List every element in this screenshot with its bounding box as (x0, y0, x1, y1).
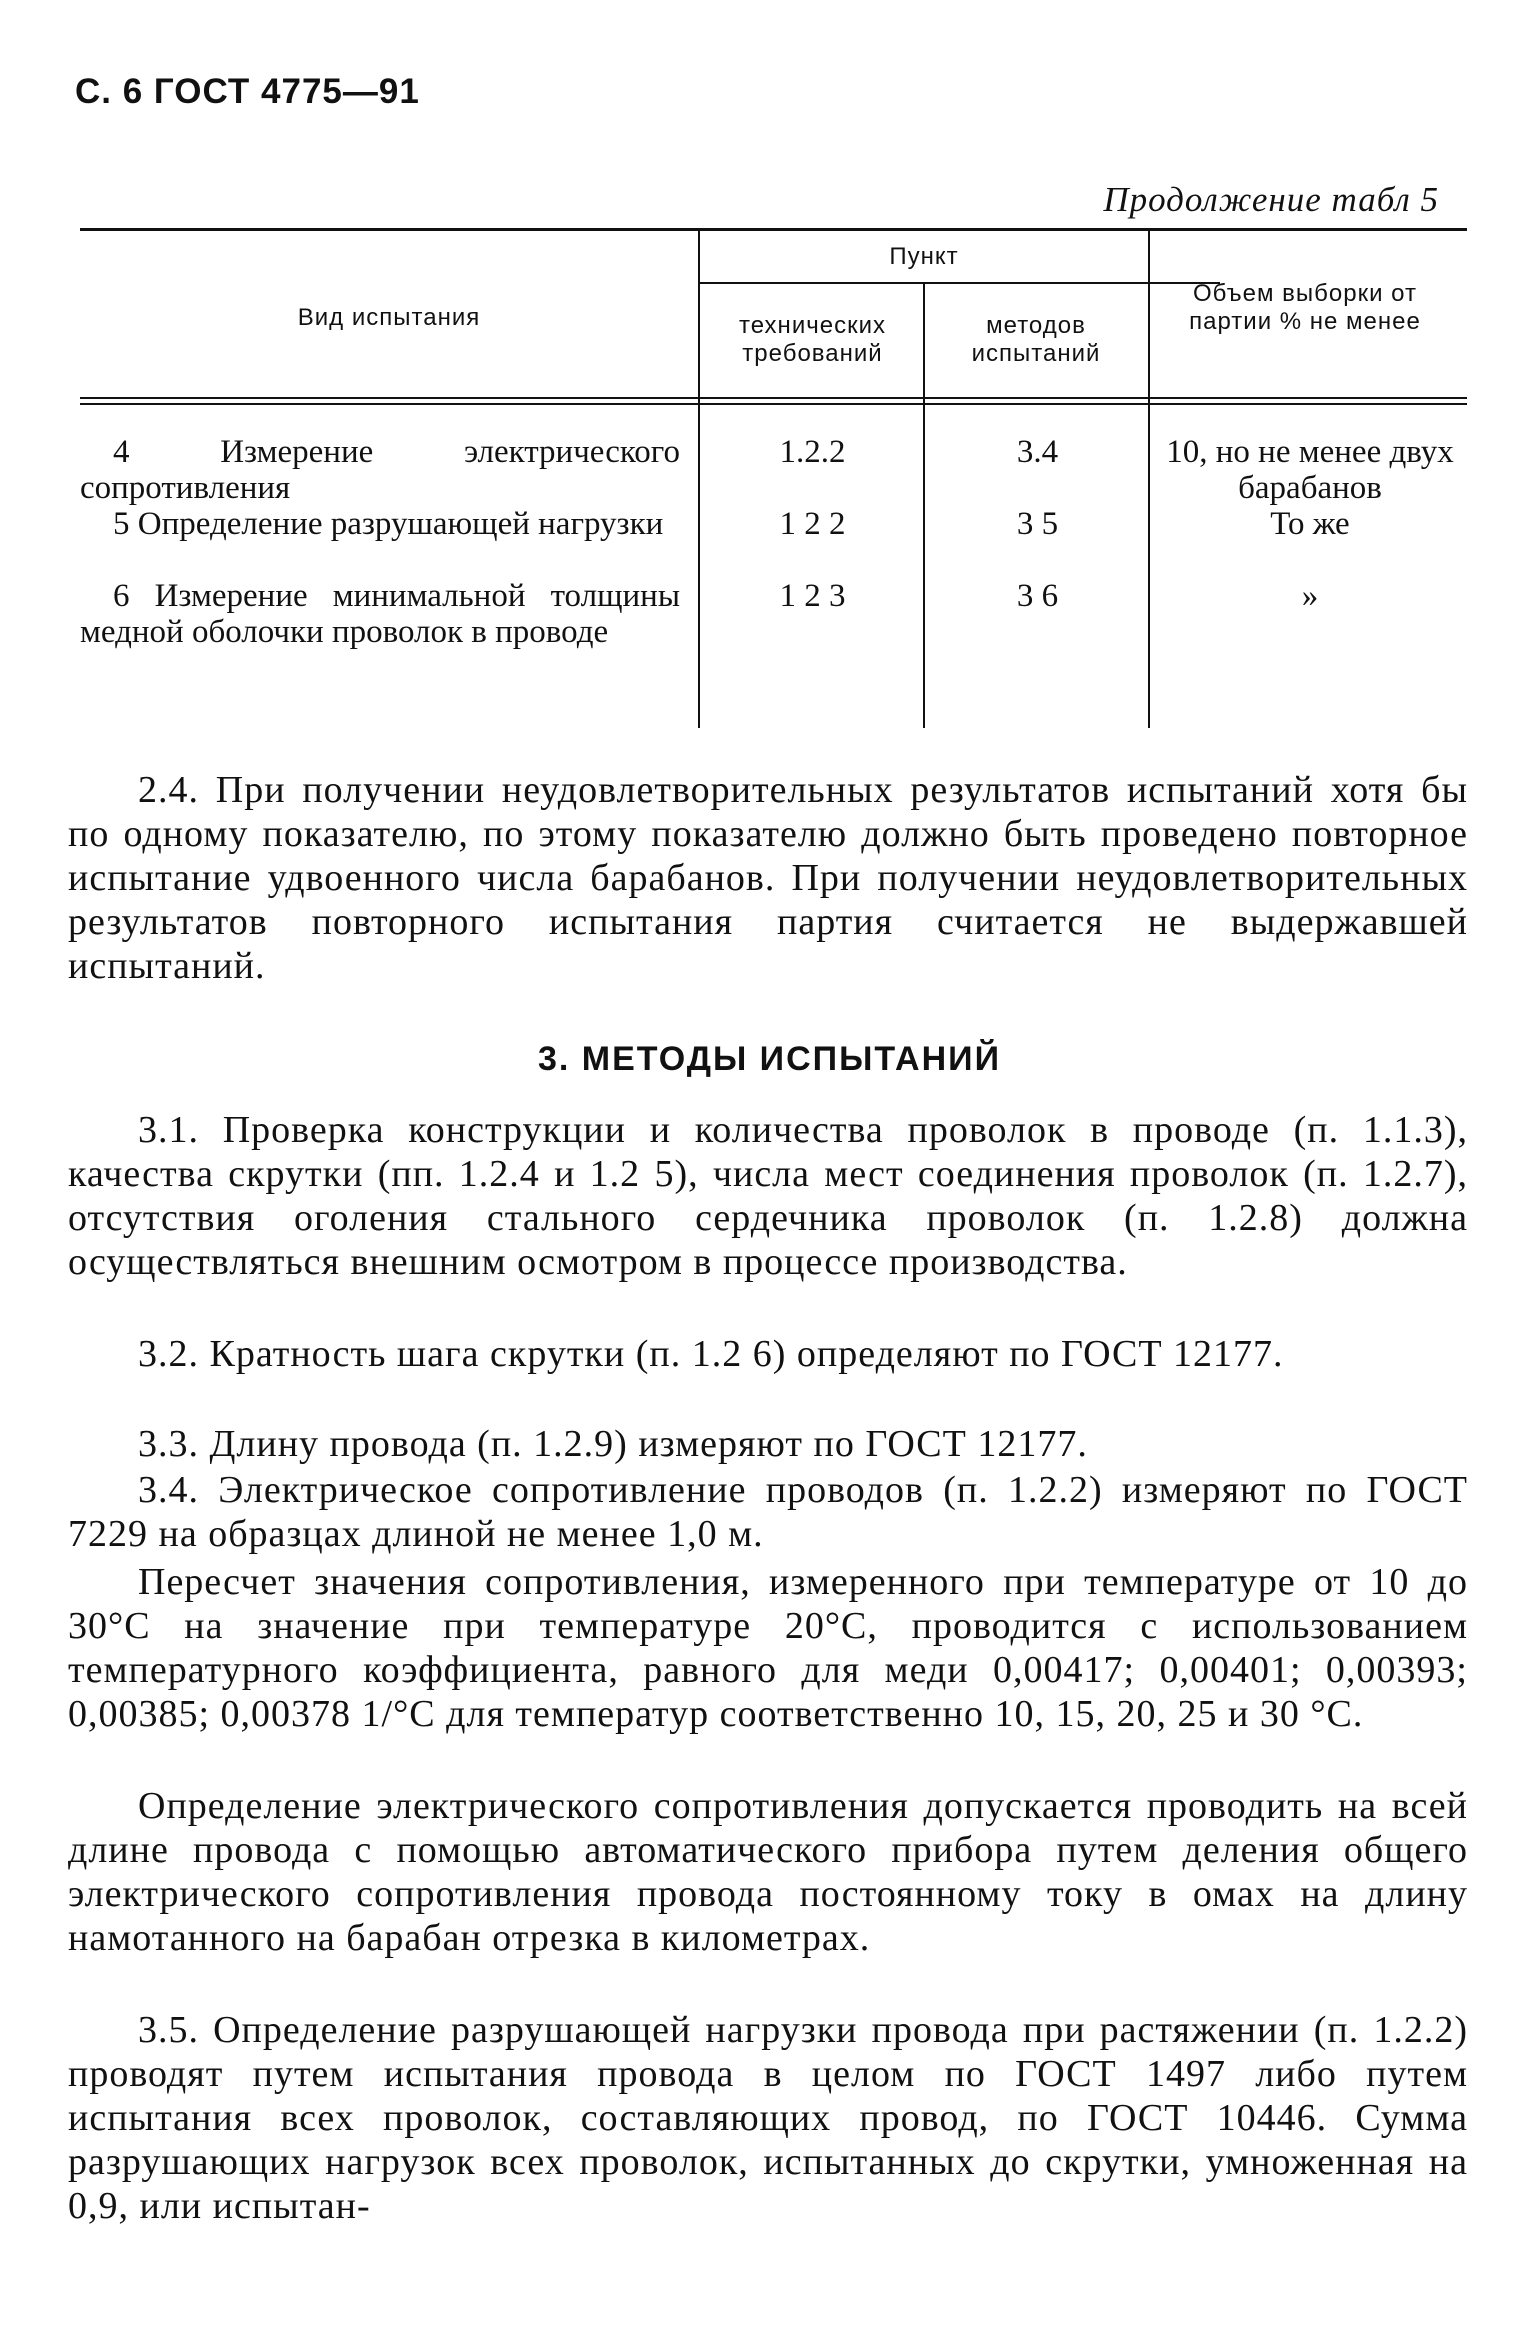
section-title: 3. МЕТОДЫ ИСПЫТАНИЙ (538, 1040, 1001, 1078)
row-5-sample: То же (1270, 506, 1350, 542)
header-test-type: Вид испытания (297, 304, 481, 331)
row-5-tech: 1 2 2 (779, 506, 846, 542)
row-4-method: 3.4 (1016, 434, 1059, 470)
paragraph-3-3: 3.3. Длину провода (п. 1.2.9) измеряют по ГОСТ 12177. (138, 1423, 1088, 1465)
table-continuation-label: Продолжение табл 5 (1103, 180, 1439, 219)
row-5-name: 5 Определение разрушающей нагрузки (113, 506, 664, 542)
row-4-name: 4 Измерение электрического сопротивления (80, 434, 680, 506)
paragraph-2-4: 2.4. При получении неудовлетворительных результатов испытаний хотя бы по одному показателю, по этому показателю должно быть проведено повторное испытание удвоенного числа барабанов. При получении неудовлетворительных результатов повторного испытания партия считается не выдержавшей испытаний. (68, 769, 1468, 987)
header-methods: методов испытаний (971, 312, 1101, 367)
row-6-sample: » (1301, 578, 1319, 614)
page-header: С. 6 ГОСТ 4775—91 (75, 72, 420, 111)
col-divider-3 (1148, 228, 1150, 728)
row-5-method: 3 5 (1016, 506, 1059, 542)
paragraph-3-2: 3.2. Кратность шага скрутки (п. 1.2 6) определяют по ГОСТ 12177. (138, 1333, 1284, 1375)
header-sample-size: Объем выборки от партии % не менее (1189, 280, 1421, 335)
table-header-rule (80, 397, 1467, 399)
table-row-name (80, 578, 680, 650)
table-header-rule-double (80, 403, 1467, 405)
row-4-sample: 10, но не менее двух барабанов (1166, 434, 1454, 506)
header-tech-req: технических требований (739, 312, 886, 367)
table-row-name (80, 434, 680, 506)
col-divider-1 (698, 228, 700, 728)
clause-subheader-rule (700, 282, 1220, 284)
row-6-method: 3 6 (1016, 578, 1059, 614)
row-6-name: 6 Измерение минимальной толщины медной оболочки проволок в проводе (80, 578, 680, 650)
header-clause: Пункт (889, 243, 959, 270)
table-top-rule (80, 228, 1467, 231)
table-row-name (80, 506, 680, 542)
paragraph-3-4: 3.4. Электрическое сопротивление проводов (п. 1.2.2) измеряют по ГОСТ 7229 на образцах длиной не менее 1,0 м. (68, 1469, 1468, 1555)
test-table (80, 228, 1467, 728)
paragraph-3-5: 3.5. Определение разрушающей нагрузки провода при растяжении (п. 1.2.2) проводят путем испытания провода в целом по ГОСТ 1497 либо путем испытания всех проволок, составляющих провод, по ГОСТ 10446. Сумма разрушающих нагрузок всех проволок, испытанных до скрутки, умноженная на 0,9, или испытан- (68, 2009, 1468, 2227)
paragraph-3-1: 3.1. Проверка конструкции и количества проволок в проводе (п. 1.1.3), качества скрутки (пп. 1.2.4 и 1.2 5), числа мест соединения проволок (п. 1.2.7), отсутствия оголения стального сердечника проволок (п. 1.2.8) должна осуществляться внешним осмотром в процессе производства. (68, 1109, 1468, 1283)
col-divider-2 (923, 284, 925, 728)
paragraph-3-4-recalc: Пересчет значения сопротивления, измеренного при температуре от 10 до 30°С на значение при температуре 20°С, проводится с использованием температурного коэффициента, равного для меди 0,00417; 0,00401; 0,00393; 0,00385; 0,00378 1/°С для температур соответственно 10, 15, 20, 25 и 30 °С. (68, 1561, 1468, 1735)
paragraph-3-4-auto: Определение электрического сопротивления допускается проводить на всей длине провода с помощью автоматического прибора путем деления общего электрического сопротивления провода постоянному току в омах на длину намотанного на барабан отрезка в километрах. (68, 1785, 1468, 1959)
row-4-tech: 1.2.2 (779, 434, 846, 470)
row-6-tech: 1 2 3 (779, 578, 846, 614)
